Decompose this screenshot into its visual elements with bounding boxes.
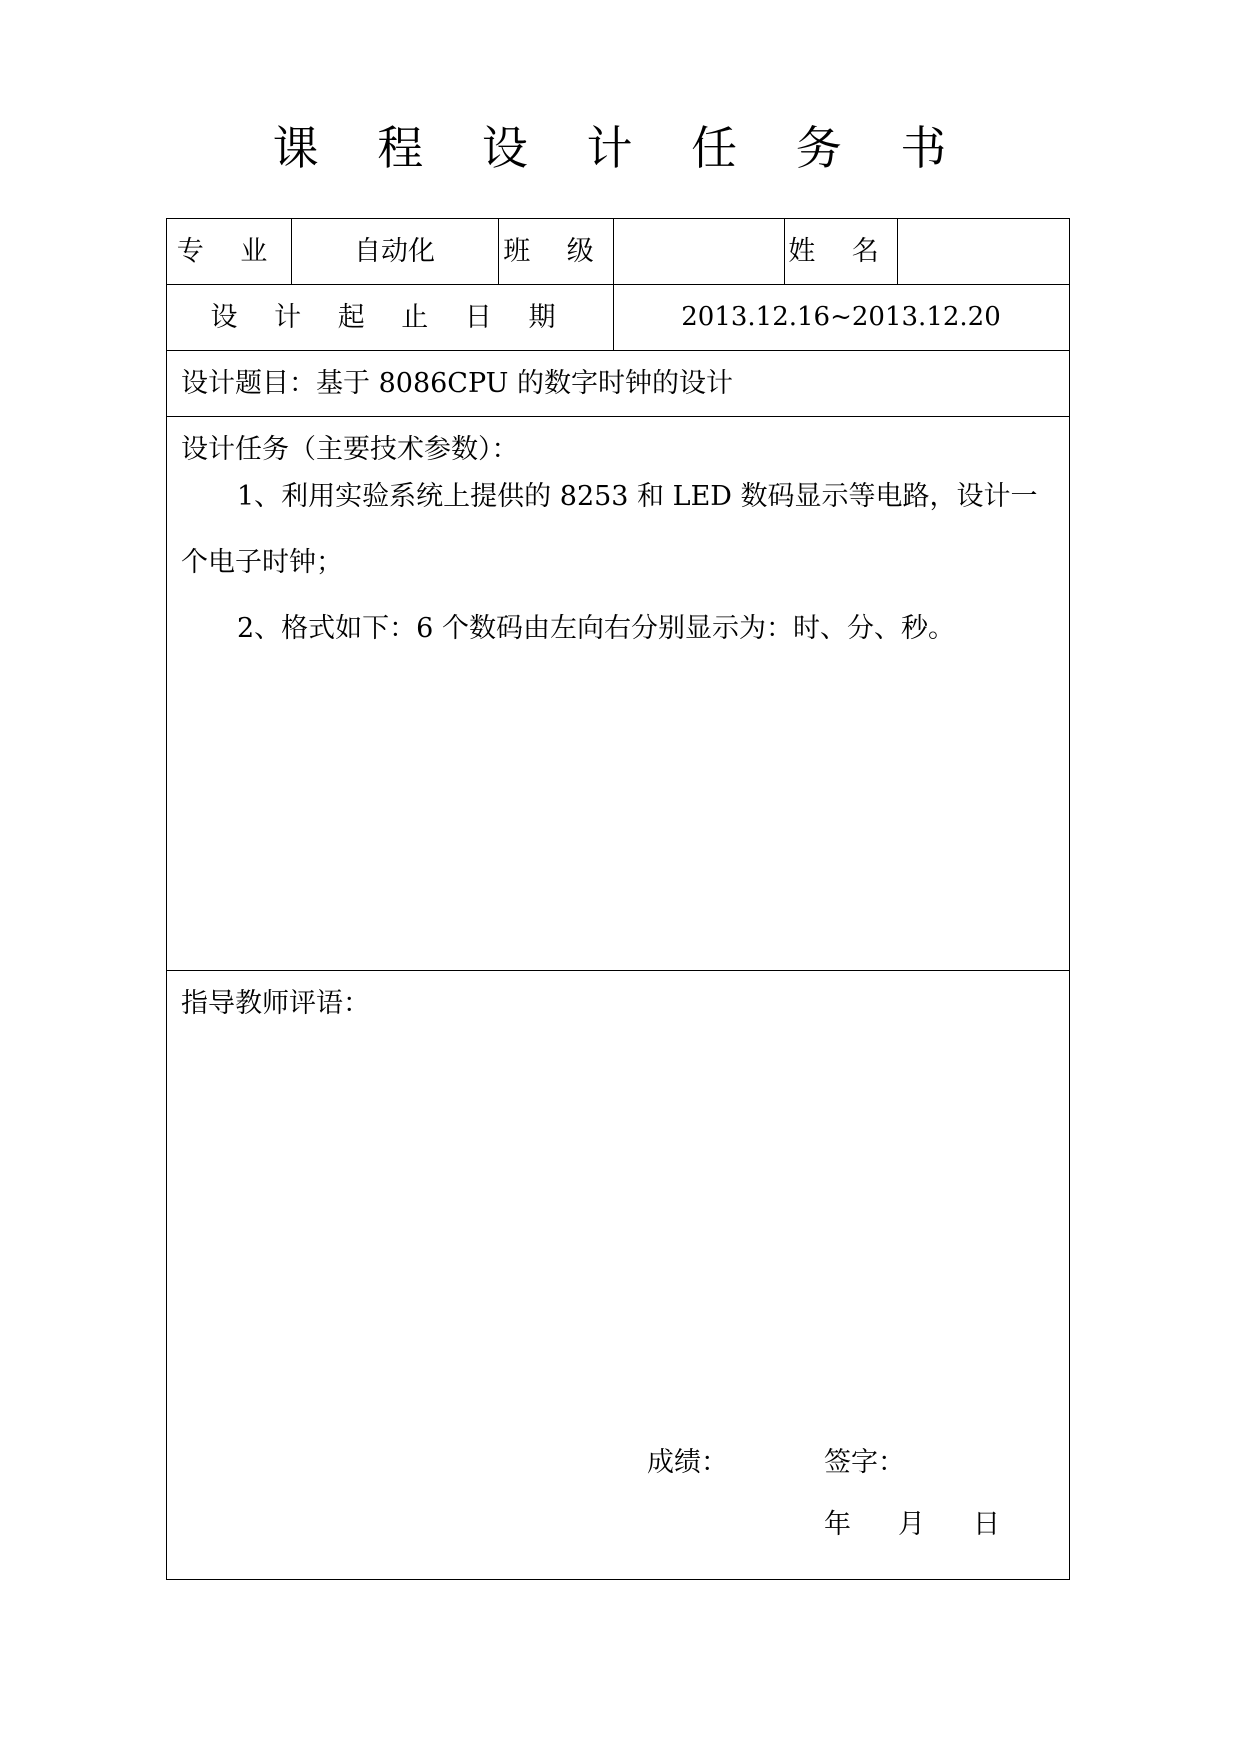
name-value[interactable] bbox=[897, 219, 1069, 284]
row-divider bbox=[167, 350, 1069, 351]
task-heading: 设计任务（主要技术参数）： bbox=[181, 434, 519, 465]
name-label: 姓 名 bbox=[788, 236, 893, 267]
major-label: 专 业 bbox=[176, 236, 282, 267]
task-item-2: 2、格式如下：6 个数码由左向右分别显示为：时、分、秒。 bbox=[237, 613, 955, 644]
page-title: 课 程 设 计 任 务 书 bbox=[272, 121, 969, 175]
signature-label: 签字： bbox=[824, 1447, 905, 1478]
date-month: 月 bbox=[898, 1509, 925, 1540]
class-label: 班 级 bbox=[503, 236, 608, 267]
period-label: 设 计 起 止 日 期 bbox=[210, 301, 570, 333]
date-year: 年 bbox=[824, 1509, 851, 1540]
period-value[interactable]: 2013.12.16~2013.12.20 bbox=[681, 302, 1001, 332]
task-item-1: 1、利用实验系统上提供的 8253 和 LED 数码显示等电路，设计一个电子时钟； bbox=[181, 481, 1038, 578]
grade-label: 成绩： bbox=[647, 1447, 728, 1478]
date-day: 日 bbox=[973, 1509, 1000, 1540]
task-form bbox=[166, 218, 1070, 1580]
row-divider bbox=[167, 970, 1069, 971]
class-value[interactable] bbox=[613, 219, 784, 284]
row-divider bbox=[167, 416, 1069, 417]
major-value[interactable]: 自动化 bbox=[354, 236, 435, 267]
comments-heading: 指导教师评语： bbox=[181, 988, 370, 1019]
design-topic: 设计题目：基于 8086CPU 的数字时钟的设计 bbox=[181, 368, 733, 399]
